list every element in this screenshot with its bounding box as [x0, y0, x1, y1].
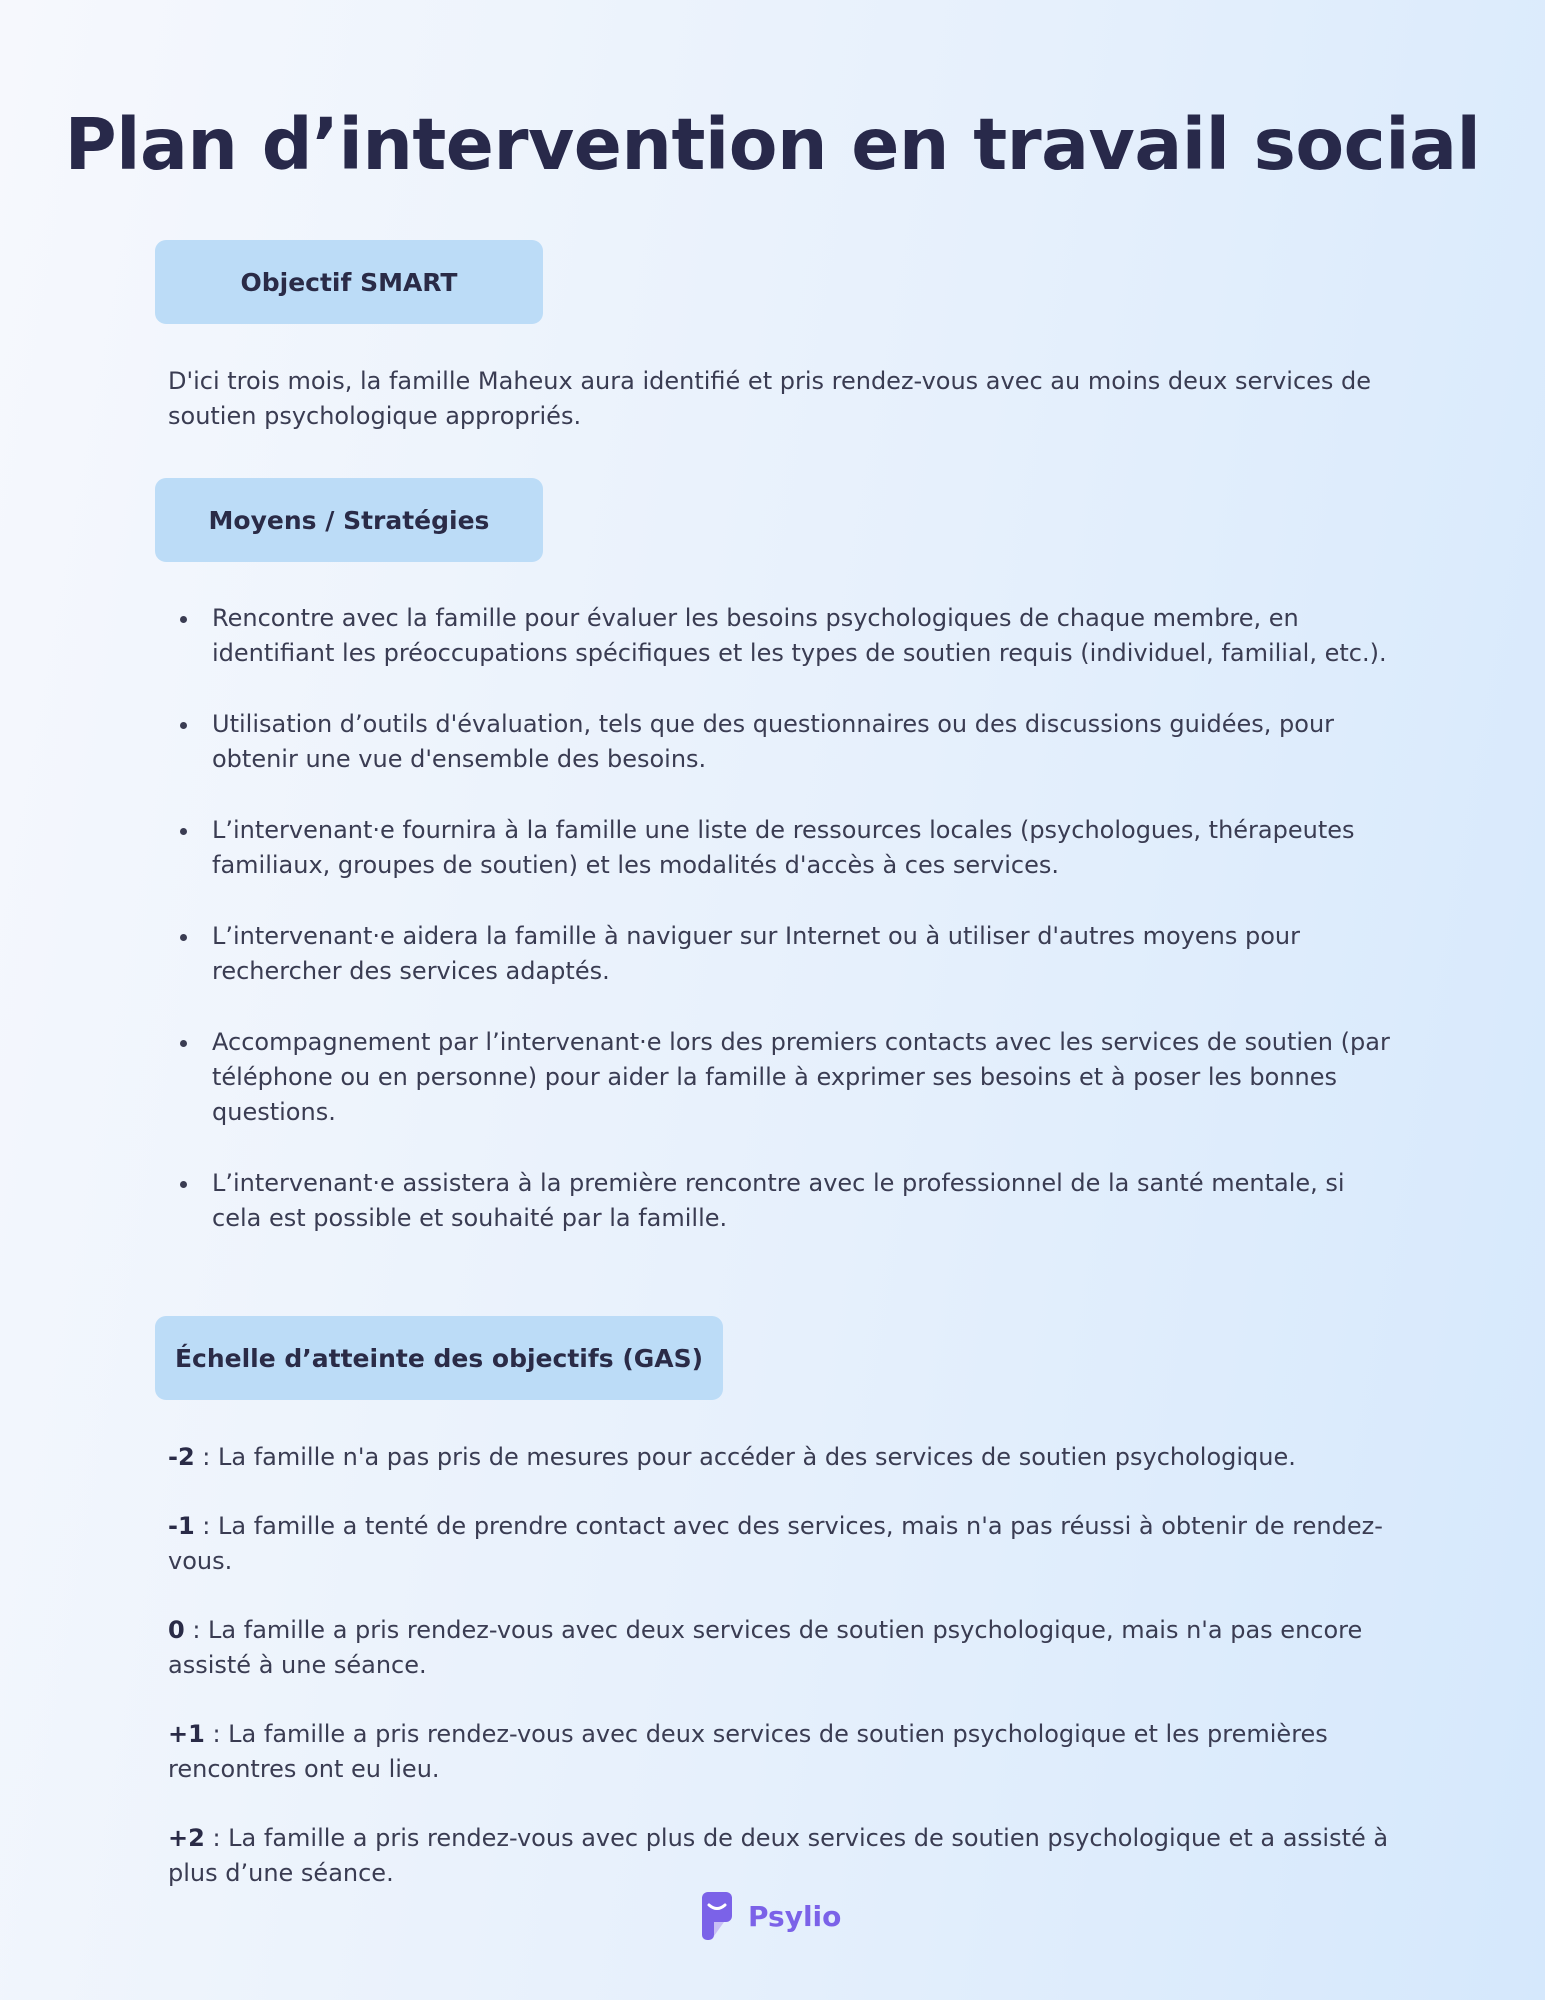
gas-score: -2 [168, 1443, 195, 1471]
strategy-item [168, 813, 1393, 883]
gas-level-text: : La famille a pris rendez-vous avec deux services de soutien psychologique et les premières rencontres ont eu lieu. [168, 1720, 1328, 1783]
gas-level-text: : La famille n'a pas pris de mesures pour accéder à des services de soutien psychologique. [194, 1443, 1296, 1471]
strategy-item-text: Utilisation d’outils d'évaluation, tels que des questionnaires ou des discussions guidées, pour obtenir une vue d'ensemble des besoins. [212, 710, 1335, 773]
bullet-icon [180, 934, 187, 941]
strategy-item-text: L’intervenant·e fournira à la famille une liste de ressources locales (psychologues, thérapeutes familiaux, groupes de soutien) et les modalités d'accès à ces services. [212, 816, 1355, 879]
gas-level [168, 1509, 1393, 1579]
strategy-item [168, 1166, 1393, 1236]
gas-level [168, 1821, 1393, 1891]
gas-level-text: : La famille a pris rendez-vous avec plus de deux services de soutien psychologique et a assisté à plus d’une séance. [168, 1824, 1389, 1887]
strategy-item [168, 707, 1393, 777]
gas-score: +1 [168, 1720, 205, 1748]
strategy-list [168, 601, 1393, 1272]
strategy-item-text: L’intervenant·e aidera la famille à naviguer sur Internet ou à utiliser d'autres moyens pour rechercher des services adaptés. [212, 922, 1300, 985]
bullet-icon [180, 1040, 187, 1047]
gas-scale-list [168, 1440, 1393, 1925]
bullet-icon [180, 616, 187, 623]
bullet-icon [180, 1181, 187, 1188]
bullet-icon [180, 722, 187, 729]
gas-level-text: : La famille a tenté de prendre contact avec des services, mais n'a pas réussi à obtenir de rendez-vous. [168, 1512, 1383, 1575]
gas-score: 0 [168, 1616, 185, 1644]
gas-level-text: : La famille a pris rendez-vous avec deux services de soutien psychologique, mais n'a pas encore assisté à une séance. [168, 1616, 1363, 1679]
strategy-item-text: L’intervenant·e assistera à la première rencontre avec le professionnel de la santé mentale, si cela est possible et souhaité par la famille. [212, 1169, 1345, 1232]
section-heading-gas: Échelle d’atteinte des objectifs (GAS) [155, 1316, 723, 1400]
strategy-item-text: Rencontre avec la famille pour évaluer les besoins psychologiques de chaque membre, en identifiant les préoccupations spécifiques et les types de soutien requis (individuel, familial, etc.). [212, 604, 1387, 667]
strategy-item [168, 919, 1393, 989]
gas-level [168, 1613, 1393, 1683]
psylio-logo-icon [700, 1890, 736, 1942]
strategy-item-text: Accompagnement par l’intervenant·e lors des premiers contacts avec les services de soutien (par téléphone ou en personne) pour aider la famille à exprimer ses besoins et à poser les bonnes questions. [212, 1028, 1390, 1126]
gas-level [168, 1717, 1393, 1787]
gas-score: -1 [168, 1512, 195, 1540]
objective-text: D'ici trois mois, la famille Maheux aura identifié et pris rendez-vous avec au moins deux services de soutien psychologique appropriés. [168, 367, 1372, 430]
brand-footer [700, 1890, 841, 1942]
gas-score: +2 [168, 1824, 205, 1852]
brand-name: Psylio [748, 1899, 842, 1933]
section-heading-objective: Objectif SMART [155, 240, 543, 324]
page-title: Plan d’intervention en travail social [64, 103, 1481, 186]
gas-level [168, 1440, 1393, 1475]
strategy-item [168, 601, 1393, 671]
section-heading-strategies: Moyens / Stratégies [155, 478, 543, 562]
strategy-item [168, 1025, 1393, 1130]
bullet-icon [180, 828, 187, 835]
